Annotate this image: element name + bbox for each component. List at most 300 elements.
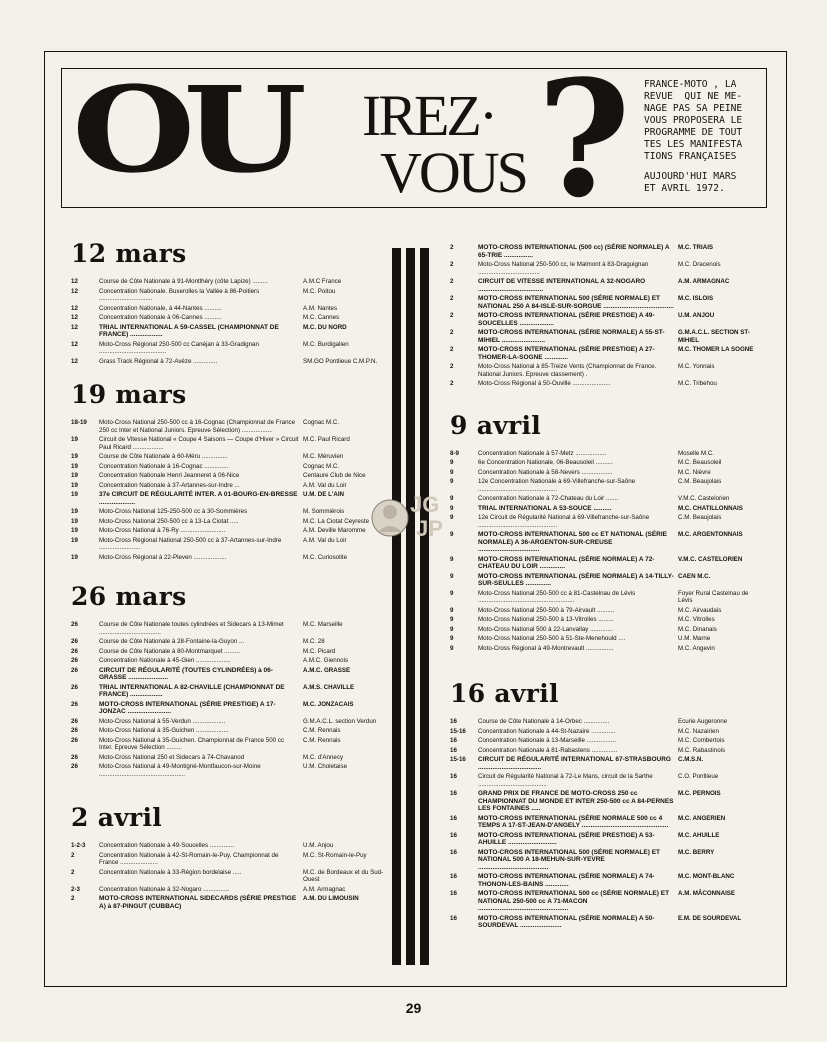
event-row (71, 701, 385, 716)
event-organizer: M.C. TRIAIS (678, 244, 714, 251)
event-date: 9 (450, 555, 454, 563)
event-organizer: C.M. Rennais (303, 736, 341, 744)
event-row (71, 341, 385, 356)
event-row (71, 895, 385, 910)
event-organizer: M.C. La Ciotat Ceyreste (303, 517, 370, 525)
event-organizer: U.M. Choletaise (303, 763, 348, 770)
event-organizer: C.M.S.N. (678, 756, 704, 763)
event-name: 12e Circuit de Régularité National à 69-Villefranche-sur-Saône .............................................. (478, 514, 650, 529)
event-date: 2 (71, 851, 75, 859)
event-name: Concentration Nationale à 42-St-Romain-le-Puy. Championnat de France ...................... (99, 851, 279, 866)
event-row (450, 531, 760, 554)
event-row (71, 684, 385, 699)
event-date: 1-2-3 (71, 842, 86, 849)
event-name: Concentration Nationale à 06-Cannes .......... (99, 314, 222, 321)
right-top-list (450, 244, 760, 388)
event-row (450, 478, 760, 493)
event-name: Concentration Nationale à 44-St-Nazaire .............. (478, 727, 616, 735)
event-name: Moto-Cross National à 49-Montigné-Montfaucon-sur-Moine .................................................. (99, 763, 261, 778)
event-date: 19 (71, 472, 78, 479)
event-date: 16 (450, 773, 457, 780)
event-organizer: M.C. ARGENTONNAIS (678, 531, 743, 538)
event-row (71, 518, 385, 526)
event-name: Circuit de Régularité National à 72-Le Mans, circuit de la Sarthe ........................................ (478, 773, 653, 788)
event-date: 19 (71, 453, 78, 460)
event-date: 26 (71, 647, 78, 655)
event-date: 19 (71, 536, 78, 544)
event-organizer: A.M. Val du Loir (303, 536, 347, 544)
question-mark: ? (537, 45, 631, 233)
event-date: 19 (71, 462, 78, 470)
event-name: Concentration Nationale à 37-Artannes-sur-Indre ... (99, 481, 240, 489)
event-date: 16 (450, 890, 457, 897)
right-sections (450, 410, 760, 930)
event-name: MOTO-CROSS INTERNATIONAL 500 (SÉRIE NORMALE) ET NATIONAL 250 A 84-ISLE-SUR-SORGUE ....................................... (478, 295, 674, 310)
intro-line: NAGE PAS SA PEINE (644, 103, 743, 114)
intro-line: FRANCE-MOTO , LA (644, 79, 737, 90)
event-name: TRIAL INTERNATIONAL A 59-CASSEL (CHAMPIONNAT DE FRANCE) .................. (99, 323, 279, 338)
date-section (450, 410, 760, 653)
event-name: Moto-Cross National à 35-Guichen ................... (99, 727, 229, 734)
event-date: 19 (71, 491, 78, 498)
event-row (71, 667, 385, 682)
event-date: 2 (450, 380, 454, 387)
event-name: TRIAL INTERNATIONAL A 82-CHAVILLE (CHAMPIONNAT DE FRANCE) .................. (99, 683, 285, 698)
event-organizer: Centaure Club de Nice (303, 472, 366, 479)
event-name: CIRCUIT DE VITESSE INTERNATIONAL A 32-NOGARO .................................... (478, 278, 646, 293)
event-date: 2 (450, 363, 454, 370)
event-name: 37e CIRCUIT DE RÉGULARITÉ INTER. A 01-BOURG-EN-BRESSE .................... (99, 491, 298, 506)
event-organizer: M.C. Curiosolite (303, 553, 348, 561)
event-row (71, 463, 385, 471)
event-organizer: M.C. Yonnais (678, 363, 715, 370)
event-organizer: M.C. 28 (303, 638, 325, 645)
event-row (71, 638, 385, 646)
event-name: Concentration Nationale à 16-Cognac .............. (99, 462, 229, 470)
event-date: 12 (71, 278, 78, 285)
event-row (450, 626, 760, 634)
event-organizer: M.C. Combertois (678, 737, 725, 744)
event-date: 16 (450, 831, 457, 839)
event-organizer: M.C. MONT-BLANC (678, 873, 735, 880)
event-organizer: M.C. AHUILLE (678, 831, 720, 839)
event-name: 6e Concentration Nationale, 06-Beausoleil .......... (478, 459, 613, 466)
event-date: 19 (71, 527, 78, 534)
event-date: 2 (450, 312, 454, 319)
intro-line: REVUE QUI NE ME- (644, 91, 743, 102)
event-name: 12e Concentration Nationale à 69-Villefranche-sur-Saône .............................................. (478, 478, 636, 493)
event-name: Moto-Cross National 250-500 cc à 13-La Ciotat ..... (99, 517, 239, 525)
event-organizer: G.M.A.C.L. section Verdun (303, 717, 377, 725)
event-organizer: M.C. Poitou (303, 287, 336, 295)
event-organizer: SM.GO Pontlieue C.M.P.N. (303, 357, 378, 365)
event-date: 18-19 (71, 419, 87, 426)
event-name: CIRCUIT DE RÉGULARITÉ INTERNATIONAL 67-STRASBOURG ................................... (478, 756, 671, 771)
event-name: GRAND PRIX DE FRANCE DE MOTO-CROSS 250 cc CHAMPIONNAT DU MONDE ET INTER 250-500 cc A 84-PERNES LES FONTAINES ..... (478, 790, 674, 812)
event-row (450, 495, 760, 503)
event-row (450, 832, 760, 847)
date-section (71, 238, 385, 365)
event-date: 2-3 (71, 885, 80, 893)
date-section (71, 802, 385, 910)
event-date: 9 (450, 531, 454, 538)
event-organizer: A.M.C. Giennois (303, 657, 349, 664)
event-name: Concentration Nationale à 13-Marseille ................. (478, 737, 616, 744)
event-date: 2 (71, 868, 75, 876)
event-organizer: M.C. JONZACAIS (303, 700, 354, 708)
section-date-heading: 19 mars (71, 380, 187, 409)
center-stripes (392, 248, 430, 965)
event-date: 2 (71, 895, 75, 902)
event-row (71, 358, 385, 366)
event-row (71, 737, 385, 752)
event-organizer: C.M. Beaujolais (678, 478, 722, 485)
event-name: Moto-Cross National à 55-Verdun ................... (99, 717, 226, 725)
event-date: 26 (71, 666, 78, 674)
event-date: 9 (450, 589, 454, 597)
event-name: Concentration Nationale à 57-Metz .................. (478, 449, 607, 457)
event-row (71, 508, 385, 516)
event-date: 2 (450, 346, 454, 353)
event-row (71, 278, 385, 286)
event-organizer: A.M.S. CHAVILLE (303, 683, 355, 691)
event-organizer: V.M.C. Castelorien (678, 495, 730, 502)
event-date: 26 (71, 753, 78, 761)
event-name: TRIAL INTERNATIONAL A 53-SOUCE .......... (478, 504, 612, 512)
event-organizer: M.C. Dinanais (678, 625, 717, 633)
event-organizer: Cognac M.C. (303, 419, 340, 426)
event-date: 26 (71, 657, 78, 664)
event-date: 12 (71, 357, 78, 365)
event-row (450, 312, 760, 327)
event-date: 15-16 (450, 727, 466, 735)
intro-line: VOUS PROPOSERA LE (644, 115, 743, 126)
event-date: 15-16 (450, 756, 466, 763)
event-row (450, 505, 760, 513)
event-date: 9 (450, 572, 454, 580)
event-row (71, 763, 385, 778)
title-word-ou: OU (72, 60, 295, 199)
event-date: 9 (450, 644, 454, 652)
event-row (450, 244, 760, 259)
event-date: 26 (71, 638, 78, 645)
event-name: MOTO-CROSS INTERNATIONAL (SÉRIE NORMALE) A 74-THONON-LES-BAINS ............. (478, 873, 655, 888)
event-name: Moto-Cross National 250 et Sidecars à 74-Chavanod (99, 753, 245, 761)
event-name: MOTO-CROSS INTERNATIONAL (SÉRIE NORMALE) A 14-TILLY-SUR-SEULLES .............. (478, 572, 674, 587)
event-name: Moto-Cross Régional à 49-Montrevault ................ (478, 644, 614, 652)
event-organizer: M.C. DU NORD (303, 323, 347, 331)
intro-line: TES LES MANIFESTA (644, 139, 743, 150)
event-date: 26 (71, 727, 78, 734)
event-date: 26 (71, 717, 78, 725)
title-word-vous: VOUS (380, 140, 526, 205)
event-name: Course de Côte Nationale à 80-Montmarquet ......... (99, 647, 240, 655)
event-row (450, 556, 760, 571)
event-name: MOTO-CROSS INTERNATIONAL 500 (SÉRIE NORMALE) ET NATIONAL 500 A 18-MEHUN-SUR-YEVRE ....................................... (478, 848, 661, 871)
event-organizer: M.C. Dracenois (678, 261, 721, 268)
event-name: MOTO-CROSS INTERNATIONAL (SÉRIE PRESTIGE) A 53-AHUILLE ........................... (478, 831, 655, 846)
event-row (71, 886, 385, 894)
event-name: Moto-Cross National 250-500 cc à 16-Cognac (Championnat de France 250 cc Inter et National Juniors. Epreuve Sélection) .................. (99, 419, 296, 434)
event-organizer: M.C. THOMER LA SOGNE (678, 346, 754, 353)
event-date: 9 (450, 478, 454, 485)
event-organizer: M.C. Burdigalien (303, 340, 349, 348)
event-date: 2 (450, 244, 454, 251)
event-organizer: M.C. Rabastinois (678, 746, 726, 754)
event-row (450, 573, 760, 588)
event-organizer: G.M.A.C.L. SECTION ST-MIHIEL (678, 329, 750, 344)
event-row (450, 728, 760, 736)
event-organizer: A.M.C. GRASSE (303, 666, 351, 674)
event-organizer: V.M.C. CASTELORIEN (678, 555, 743, 563)
event-date: 12 (71, 304, 78, 312)
event-date: 12 (71, 323, 78, 331)
event-name: MOTO-CROSS INTERNATIONAL (SÉRIE NORMALE) A 72-CHATEAU DU LOIR .............. (478, 555, 655, 570)
event-name: Moto-Cross National à 85-Treize Vents (Championnat de France. National Juniors. Epreuve classement) . (478, 363, 657, 378)
event-row (450, 459, 760, 467)
event-organizer: M.C. Airvaudais (678, 606, 722, 614)
event-row (450, 514, 760, 529)
event-row (450, 469, 760, 477)
event-row (450, 590, 760, 605)
left-column (71, 238, 385, 912)
event-date: 9 (450, 616, 454, 623)
event-name: Course de Côte Nationale toutes cylindrées et Sidecars à 13-Mimet .................................... (99, 621, 284, 636)
event-name: Moto-Cross Régional National 250-500 cc à 37-Artannes-sur-Indre ........................ (99, 536, 282, 551)
event-date: 16 (450, 814, 457, 822)
event-row (71, 324, 385, 339)
intro-line: PROGRAMME DE TOUT (644, 127, 743, 138)
event-date: 19 (71, 508, 78, 515)
event-row (71, 554, 385, 562)
event-organizer: M.C. Paul Ricard (303, 436, 350, 443)
event-name: Concentration Nationale à 72-Chateau du Loir ....... (478, 495, 618, 502)
event-date: 16 (450, 848, 457, 856)
event-organizer: Foyer Rural Castelnau de Lévis (678, 589, 749, 604)
event-organizer: M.C. Méruvien (303, 453, 344, 460)
event-row (450, 380, 760, 388)
event-organizer: M.C. BERRY (678, 848, 715, 856)
event-date: 19 (71, 481, 78, 489)
event-organizer: M.C. Nazairien (678, 727, 719, 735)
event-name: Moto-Cross National 250-500 cc à 81-Castelnau de Lévis ........................................................ (478, 589, 636, 604)
event-name: Concentration Nationale. Buxerolles la Vallée à 86-Poitiers ............................... (99, 287, 260, 302)
event-name: Moto-Cross National à 35-Guichen. Championnat de France 500 cc Inter. Epreuve Sélection ......... (99, 736, 285, 751)
event-organizer: M.C. PERNOIS (678, 790, 721, 797)
event-date: 2 (450, 261, 454, 268)
event-date: 16 (450, 914, 457, 922)
event-date: 9 (450, 514, 454, 521)
event-row (71, 621, 385, 636)
event-organizer: A.M. Val du Loir (303, 481, 347, 489)
event-name: Grass Track Régional à 72-Avéze .............. (99, 357, 218, 365)
event-organizer: Cognac M.C. (303, 462, 340, 470)
event-row (450, 873, 760, 888)
event-row (450, 790, 760, 813)
event-row (450, 747, 760, 755)
event-organizer: M.C. d'Annecy (303, 753, 344, 761)
event-row (71, 491, 385, 506)
event-row (450, 607, 760, 615)
event-row (450, 718, 760, 726)
event-organizer: M.C. Tribehou (678, 380, 717, 387)
event-organizer: Moselle M.C. (678, 449, 715, 457)
event-row (450, 329, 760, 344)
event-row (71, 482, 385, 490)
event-row (450, 915, 760, 930)
event-date: 16 (450, 746, 457, 754)
event-name: Concentration Nationale, à 44-Nantes .......... (99, 304, 222, 312)
event-name: Concentration Nationale à 32-Nogaro ............... (99, 885, 230, 893)
event-organizer: Ecurie Augeronne (678, 718, 728, 725)
event-organizer: U.M. Anjou (303, 842, 334, 849)
title-word-irez: IREZ· (362, 83, 496, 148)
event-organizer: M.C. CHATILLONNAIS (678, 504, 743, 512)
event-organizer: A.M. MÂCONNAISE (678, 890, 736, 897)
event-date: 16 (450, 790, 457, 797)
event-date: 12 (71, 314, 78, 321)
event-organizer: M. Sommiérois (303, 508, 345, 515)
event-date: 8-9 (450, 449, 459, 457)
event-date: 9 (450, 606, 454, 614)
event-name: Concentration Nationale à 45-Gien .................... (99, 657, 231, 664)
event-name: MOTO-CROSS INTERNATIONAL SIDECARDS (SÉRIE PRESTIGE A) à 87-PINGUT (CUBBAC) (99, 895, 297, 910)
title-header (61, 45, 767, 233)
event-row (71, 288, 385, 303)
event-name: MOTO-CROSS INTERNATIONAL 500 cc (SÉRIE NORMALE) ET NATIONAL 250-500 cc A 71-MACON .................................................. (478, 890, 670, 912)
event-date: 9 (450, 504, 454, 512)
event-row (71, 869, 385, 884)
event-organizer: E.M. DE SOURDEVAL (678, 914, 742, 922)
event-name: MOTO-CROSS INTERNATIONAL (SÉRIE NORMALE) A 55-ST-MIHIEL ........................ (478, 329, 665, 344)
event-organizer: A.M. Armagnac (303, 885, 346, 893)
intro-text (644, 79, 762, 195)
event-row (71, 852, 385, 867)
event-date: 16 (450, 873, 457, 880)
section-date-heading: 2 avril (71, 803, 163, 832)
date-line: ET AVRIL 1972. (644, 183, 725, 194)
date-line: AUJOURD'HUI MARS (644, 171, 737, 182)
page-number: 29 (405, 1000, 422, 1016)
event-date: 12 (71, 340, 78, 348)
event-name: Moto-Cross National 250-500 à 13-Vitrolles ......... (478, 616, 614, 623)
event-organizer: C.M. Beaujolais (678, 514, 722, 521)
event-name: Moto-Cross Régional 250-500 cc Canéjan à 33-Gradignan ....................................... (99, 340, 259, 355)
event-name: Concentration Nationale à 33-Région bordelaise ..... (99, 868, 242, 876)
event-row (71, 419, 385, 434)
section-date-heading: 16 avril (450, 679, 559, 708)
event-date: 2 (450, 329, 454, 336)
event-organizer: M.C. Nièvre (678, 468, 711, 476)
event-date: 26 (71, 683, 78, 691)
event-name: Moto-Cross Régional à 22-Pleven ................... (99, 553, 227, 561)
event-date: 12 (71, 287, 78, 295)
event-name: MOTO-CROSS INTERNATIONAL (500 cc) (SÉRIE NORMALE) A 65-TRIE ................ (478, 244, 670, 259)
event-date: 2 (450, 295, 454, 302)
right-column (450, 244, 760, 932)
event-name: Circuit de Vitesse National « Coupe 4 Saisons — Coupe d'Hiver » Circuit Paul Ricard .................. (99, 436, 299, 451)
event-date: 9 (450, 635, 454, 642)
event-name: Concentration Nationale à 49-Soucelles .............. (99, 842, 234, 849)
event-name: Concentration Nationale à 58-Nevers .................. (478, 468, 613, 476)
event-name: Course de Côte Nationale à 14-Orbec ............... (478, 718, 610, 725)
event-row (450, 849, 760, 872)
event-organizer: M.C. Angevin (678, 644, 715, 652)
event-name: MOTO-CROSS INTERNATIONAL 500 cc ET NATIONAL (SÉRIE NORMALE) A 36-ARGENTON-SUR-CREUSE .................................. (478, 531, 668, 553)
event-row (71, 718, 385, 726)
event-organizer: A.M. ARMAGNAC (678, 278, 730, 285)
event-row (450, 756, 760, 771)
event-organizer: C.O. Pontlieue (678, 773, 719, 780)
event-organizer: M.C. ANGERIEN (678, 814, 726, 822)
event-row (71, 754, 385, 762)
event-row (450, 450, 760, 458)
event-row (450, 295, 760, 310)
event-row (450, 635, 760, 643)
event-row (71, 472, 385, 480)
date-section (71, 379, 385, 561)
event-date: 16 (450, 737, 457, 744)
event-row (450, 278, 760, 293)
event-organizer: M.C. Vitrolles (678, 616, 715, 623)
event-organizer: M.C. Cannes (303, 314, 340, 321)
event-name: Moto-Cross Régional à 50-Ouville ...................... (478, 380, 611, 387)
event-organizer: A.M. DU LIMOUSIN (303, 895, 359, 902)
event-row (450, 616, 760, 624)
event-name: Moto-Cross National à 76-Ry .......................... (99, 527, 226, 534)
event-organizer: M.C. de Bordeaux et du Sud-Ouest (303, 868, 384, 883)
intro-line: TIONS FRANÇAISES (644, 151, 737, 162)
event-date: 19 (71, 553, 78, 561)
event-name: Moto-Cross National 500 à 22-Lanvallay ............. (478, 625, 613, 633)
event-organizer: M.C. ISLOIS (678, 295, 714, 302)
event-date: 19 (71, 436, 78, 443)
event-date: 26 (71, 736, 78, 744)
svg-text:JP: JP (416, 516, 443, 541)
event-name: MOTO-CROSS INTERNATIONAL (SÉRIE PRESTIGE) A 49-SOUCELLES ................... (478, 312, 655, 327)
event-name: MOTO-CROSS INTERNATIONAL (SÉRIE NORMALE 500 cc 4 TEMPS A 17-ST-JEAN-D'ANGELY ................................................ (478, 814, 669, 829)
event-row (450, 737, 760, 745)
event-date: 9 (450, 495, 454, 502)
event-row (450, 363, 760, 378)
event-row (450, 815, 760, 830)
event-name: MOTO-CROSS INTERNATIONAL (SÉRIE NORMALE) A 50-SOURDEVAL ....................... (478, 914, 655, 929)
event-date: 26 (71, 763, 78, 770)
event-name: Moto-Cross National 125-250-500 cc à 30-Sommières (99, 508, 248, 515)
section-date-heading: 12 mars (71, 239, 187, 268)
event-row (71, 305, 385, 313)
event-name: MOTO-CROSS INTERNATIONAL (SÉRIE PRESTIGE) A 27-THOMER-LA-SOGNE ............. (478, 346, 655, 361)
section-date-heading: 26 mars (71, 582, 187, 611)
event-organizer: M.C. Beausoleil (678, 459, 722, 466)
event-row (71, 842, 385, 850)
date-section (450, 678, 760, 930)
event-name: Moto-Cross National 250-500 à 79-Airvault .......... (478, 606, 615, 614)
event-date: 16 (450, 718, 457, 725)
event-row (71, 727, 385, 735)
event-row (71, 657, 385, 665)
event-name: Moto-Cross National 250-500 à 51-Ste-Menehould .... (478, 635, 626, 642)
event-date: 26 (71, 700, 78, 708)
event-organizer: U.M. DE L'AIN (303, 491, 345, 498)
event-row (71, 453, 385, 461)
event-name: Moto-Cross National 250-500 cc, le Malmont à 83-Draguignan .................................... (478, 261, 649, 276)
event-organizer: A.M.C France (303, 278, 342, 285)
svg-text:JG: JG (410, 492, 440, 517)
event-organizer: C.M. Rennais (303, 727, 341, 734)
event-row (450, 645, 760, 653)
date-section (71, 581, 385, 778)
